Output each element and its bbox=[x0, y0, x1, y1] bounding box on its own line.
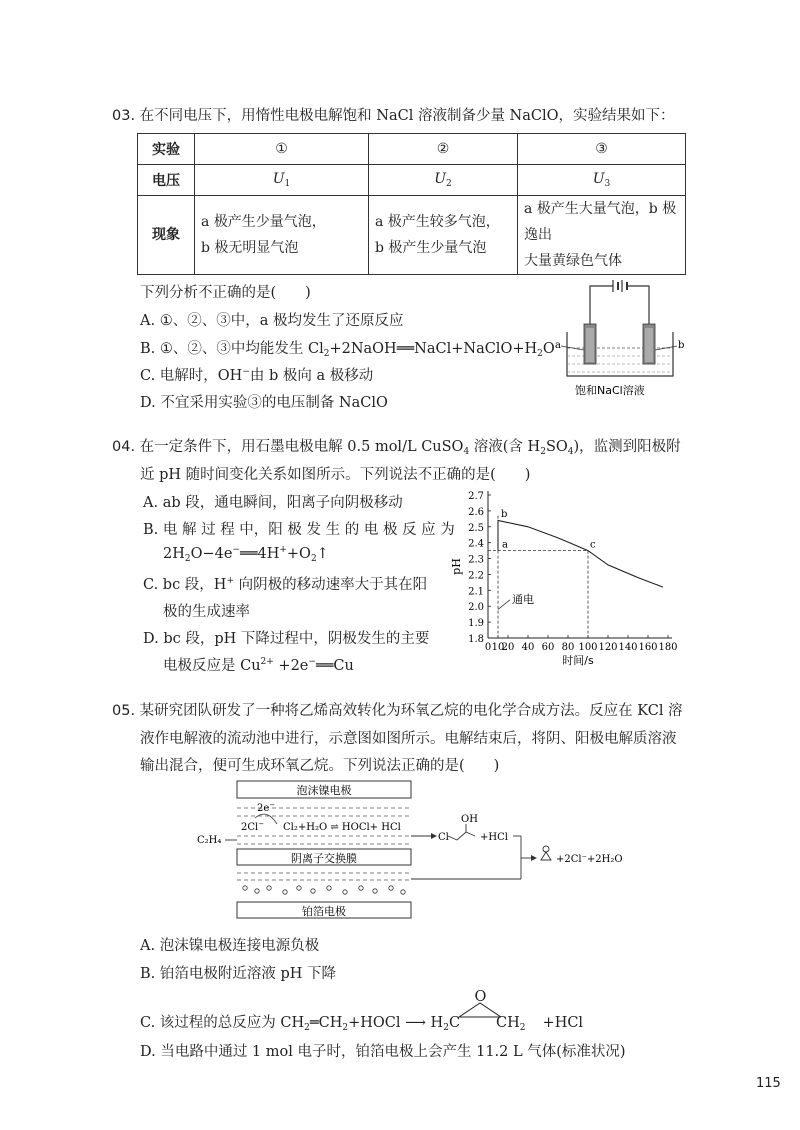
table-cell: ② bbox=[369, 134, 518, 165]
final-products-label: +2Cl⁻+2H₂O bbox=[556, 854, 623, 865]
chloride-label: 2Cl− bbox=[241, 820, 265, 833]
svg-text:泡沫镍电极: 泡沫镍电极 bbox=[296, 784, 352, 797]
electron-label: 2e− bbox=[257, 801, 276, 814]
q05-stem-line2: 液作电解液的流动池中进行，示意图如图所示。电解结束后，将阴、阳极电解质溶液 bbox=[140, 731, 677, 747]
q03-number: 03. bbox=[112, 108, 136, 124]
y-tick-label: 2.3 bbox=[468, 554, 484, 566]
q05-option-b: B. 铂箔电极附近溶液 pH 下降 bbox=[140, 966, 337, 982]
table-row bbox=[138, 196, 686, 275]
reaction-label: Cl₂+H₂O ⇌ HOCl+ HCl bbox=[283, 822, 401, 833]
y-tick-label: 1.8 bbox=[468, 634, 484, 645]
q04-option-b2: $2H_2O-4e^-══4H^++O_2↑$ bbox=[163, 545, 329, 564]
q03-stem bbox=[112, 104, 675, 125]
y-tick-label: 1.9 bbox=[468, 618, 484, 630]
table-cell: $U_1$ bbox=[195, 165, 369, 196]
product-oh-label: OH bbox=[461, 814, 478, 825]
svg-text:阴离子交换膜: 阴离子交换膜 bbox=[291, 852, 357, 865]
product-cl-label: Cl bbox=[438, 832, 449, 843]
q05-option-d: D. 当电路中通过 1 mol 电子时，铂箔电极上会产生 11.2 L 气体(标准状况) bbox=[140, 1044, 626, 1060]
y-tick-label: 2.2 bbox=[468, 570, 484, 582]
x-tick-label: 40 bbox=[521, 642, 535, 653]
table-cell: $U_2$ bbox=[369, 165, 518, 196]
x-tick-label: 80 bbox=[561, 642, 575, 653]
x-tick-label: 20 bbox=[501, 642, 515, 653]
y-tick-label: 2.6 bbox=[468, 506, 484, 518]
x-tick-label: 100 bbox=[578, 642, 598, 653]
q04-stem-line1: 04. 在一定条件下，用石墨电极电解 0.5 mol/L CuSO$_4$ 溶液(含 $H_2SO_4$)，监测到阳极附 bbox=[112, 439, 681, 457]
ph-series-line bbox=[498, 520, 663, 587]
svg-text:铂箔电极: 铂箔电极 bbox=[302, 905, 346, 918]
row-header-phenomenon: 现象 bbox=[138, 196, 195, 275]
point-b-label: b bbox=[501, 509, 508, 521]
q03-prompt: 下列分析不正确的是( ) bbox=[140, 285, 311, 301]
x-tick-label: 120 bbox=[598, 642, 618, 653]
y-tick-label: 2.1 bbox=[468, 586, 484, 598]
q03-table bbox=[137, 133, 686, 275]
q03-option-c: C. 电解时，OH−由 b 极向 a 极移动 bbox=[140, 367, 374, 384]
row-header-experiment: 实验 bbox=[138, 134, 195, 165]
q05-stem-line1: 05. 某研究团队研发了一种将乙烯高效转化为环氧乙烷的电化学合成方法。反应在 KCl 溶 bbox=[112, 703, 683, 719]
q04-ph-chart bbox=[440, 488, 690, 673]
table-cell: ① bbox=[195, 134, 369, 165]
q03-stem-text: 在不同电压下，用惰性电极电解饱和 NaCl 溶液制备少量 NaClO，实验结果如下： bbox=[139, 108, 675, 124]
x-tick-label: 180 bbox=[658, 642, 678, 653]
q04-option-b1: B. 电 解 过 程 中，阳 极 发 生 的 电 极 反 应 为 bbox=[143, 522, 455, 538]
table-cell: ③ bbox=[518, 134, 686, 165]
plus-hcl-label: +HCl bbox=[480, 832, 508, 843]
table-row bbox=[138, 165, 686, 196]
x-tick-label: 160 bbox=[638, 642, 658, 653]
table-row bbox=[138, 134, 686, 165]
q05-stem-line3: 输出混合，便可生成环氧乙烷。下列说法正确的是( ) bbox=[140, 758, 500, 774]
y-tick-label: 2.7 bbox=[468, 491, 484, 502]
q05-flowcell-diagram bbox=[195, 778, 635, 923]
electrode-a-label: a bbox=[555, 340, 561, 351]
q03-electrolysis-figure bbox=[545, 280, 695, 405]
q03-option-a: A. ①、②、③中，a 极均发生了还原反应 bbox=[140, 313, 404, 329]
q03-option-b: B. ①、②、③中均能发生 $Cl_2+2NaOH══NaCl+NaClO+H_2O$ bbox=[140, 341, 555, 359]
table-cell: a 极产生大量气泡，b 极逸出 大量黄绿色气体 bbox=[518, 196, 686, 275]
start-label: 通电 bbox=[512, 593, 534, 607]
q05-option-c: C. 该过程的总反应为 $CH_2═CH_2+HOCl$ ⟶ O $H_2C$ $CH_2 +HCl$ bbox=[140, 989, 584, 1033]
y-tick-label: 2.5 bbox=[468, 522, 484, 534]
x-tick-label: 140 bbox=[618, 642, 638, 653]
page-number: 115 bbox=[756, 1076, 781, 1091]
ethylene-label: C₂H₄ bbox=[197, 835, 222, 846]
table-cell: a 极产生少量气泡， b 极无明显气泡 bbox=[195, 196, 369, 275]
solution-caption: 饱和NaCl溶液 bbox=[575, 384, 645, 397]
x-axis-label: 时间/s bbox=[562, 654, 594, 667]
table-cell: $U_3$ bbox=[518, 165, 686, 196]
q04-option-c1: C. bc 段，H+ 向阴极的移动速率大于其在阳 bbox=[143, 576, 428, 593]
point-c-label: c bbox=[590, 539, 596, 551]
start-pointer bbox=[498, 600, 510, 610]
q04-option-a: A. ab 段，通电瞬间，阳离子向阴极移动 bbox=[143, 495, 403, 511]
row-header-voltage: 电压 bbox=[138, 165, 195, 196]
q04-option-d1: D. bc 段，pH 下降过程中，阴极发生的主要 bbox=[143, 631, 430, 647]
q03-option-d: D. 不宜采用实验③的电压制备 NaClO bbox=[140, 395, 388, 411]
table-cell: a 极产生较多气泡， b 极产生少量气泡 bbox=[369, 196, 518, 275]
y-axis-label: pH bbox=[450, 558, 463, 575]
y-tick-label: 2.0 bbox=[468, 602, 484, 614]
q04-option-d2: 电极反应是 $Cu^{2+}$ +2e−══Cu bbox=[163, 657, 354, 674]
q04-option-c2: 极的生成速率 bbox=[163, 604, 250, 620]
x-tick-label: 0 bbox=[484, 642, 492, 653]
x-tick-label: 10 bbox=[491, 642, 505, 653]
y-tick-label: 2.4 bbox=[468, 538, 484, 550]
q04-stem-line2: 近 pH 随时间变化关系如图所示。下列说法不正确的是( ) bbox=[140, 467, 531, 483]
electrode-b-label: b bbox=[678, 340, 685, 351]
q05-option-a: A. 泡沫镍电极连接电源负极 bbox=[140, 938, 320, 954]
x-tick-label: 60 bbox=[541, 642, 555, 653]
point-a-label: a bbox=[502, 539, 508, 551]
